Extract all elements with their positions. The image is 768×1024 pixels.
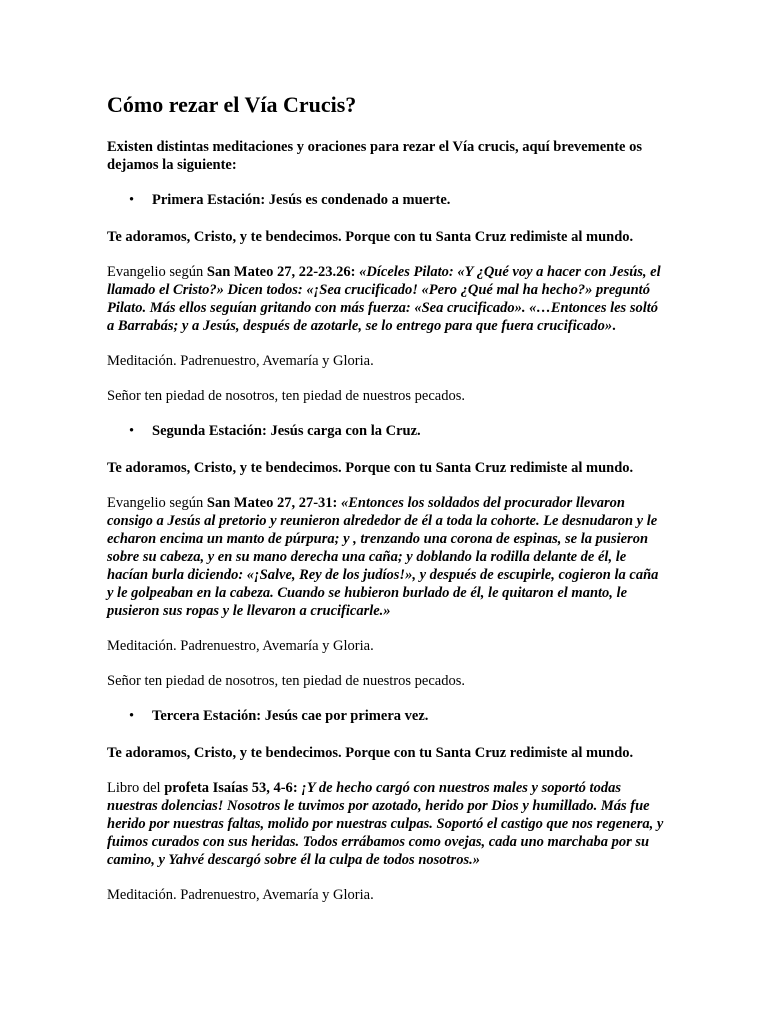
reading-end: . [612, 318, 616, 334]
reading-separator: : [332, 495, 342, 511]
document-page [107, 92, 667, 921]
reading-prefix: Evangelio según [107, 264, 207, 280]
station-1-heading [107, 191, 667, 209]
reading-separator: : [350, 264, 360, 280]
bullet-icon: • [129, 423, 135, 439]
station-3-meditation: Meditación. Padrenuestro, Avemaría y Gloria. [107, 887, 374, 903]
station-2-plea: Señor ten piedad de nosotros, ten piedad de nuestros pecados. [107, 673, 465, 689]
reading-prefix: Evangelio según [107, 495, 207, 511]
station-2-meditation: Meditación. Padrenuestro, Avemaría y Gloria. [107, 638, 374, 654]
intro-paragraph: Existen distintas meditaciones y oraciones para rezar el Vía crucis, aquí brevemente os dejamos la siguiente: [107, 139, 642, 173]
reading-text: ¡Y de hecho cargó con nuestros males y soportó todas nuestras dolencias! Nosotros le tuvimos por azotado, herido por Dios y humillado. Más fue herido por nuestras faltas, molido por nuestras culpas. Soportó el castigo que nos regenera, y fuimos curados con sus heridas. Todos errábamos como ovejas, cada uno marchaba por su camino, y Yahvé descargó sobre él la culpa de todos nosotros.» [107, 780, 664, 868]
reading-prefix: Libro del [107, 780, 165, 796]
station-1-plea: Señor ten piedad de nosotros, ten piedad de nuestros pecados. [107, 388, 465, 404]
station-heading-text: Tercera Estación: Jesús cae por primera vez. [152, 708, 429, 724]
reading-reference: profeta Isaías 53, 4-6 [164, 780, 293, 796]
station-2-adoration: Te adoramos, Cristo, y te bendecimos. Porque con tu Santa Cruz redimiste al mundo. [107, 460, 634, 476]
station-1-reading [107, 263, 667, 335]
station-2-reading [107, 494, 667, 620]
reading-reference: San Mateo 27, 27-31 [206, 495, 333, 511]
page-title: Cómo rezar el Vía Crucis? [107, 92, 357, 117]
station-3-reading [107, 779, 667, 869]
bullet-icon: • [129, 708, 135, 724]
station-heading-text: Segunda Estación: Jesús carga con la Cruz. [152, 423, 421, 439]
station-1-adoration: Te adoramos, Cristo, y te bendecimos. Porque con tu Santa Cruz redimiste al mundo. [107, 229, 634, 245]
reading-text: «Entonces los soldados del procurador llevaron consigo a Jesús al pretorio y reunieron alrededor de él a toda la cohorte. Le desnudaron y le echaron encima un manto de púrpura; y , trenzando una corona de espinas, se la pusieron sobre su cabeza, y en su mano derecha una caña; y doblando la rodilla delante de él, le hacían burla diciendo: «¡Salve, Rey de los judíos!», y después de escupirle, cogieron la caña y le golpeaban en la cabeza. Cuando se hubieron burlado de él, le quitaron el manto, le pusieron sus ropas y le llevaron a crucificarle.» [107, 495, 659, 619]
station-heading-text: Primera Estación: Jesús es condenado a muerte. [152, 192, 451, 208]
station-1-list [107, 191, 667, 209]
station-2-list [107, 422, 667, 440]
reading-separator: : [292, 780, 302, 796]
station-3-list [107, 707, 667, 725]
station-1-meditation: Meditación. Padrenuestro, Avemaría y Gloria. [107, 353, 374, 369]
reading-text: «Díceles Pilato: «Y ¿Qué voy a hacer con Jesús, el llamado el Cristo?» Dicen todos: «¡Sea crucificado! «Pero ¿Qué mal ha hecho?» preguntó Pilato. Más ellos seguían gritando con más fuerza: «Sea crucificado». «…Entonces les soltó a Barrabás; y a Jesús, después de azotarle, se lo entrego para que fuera crucificado» [107, 264, 661, 334]
station-3-adoration: Te adoramos, Cristo, y te bendecimos. Porque con tu Santa Cruz redimiste al mundo. [107, 745, 634, 761]
bullet-icon: • [129, 192, 135, 208]
reading-reference: San Mateo 27, 22-23.26 [206, 264, 351, 280]
station-3-heading [107, 707, 667, 725]
station-2-heading [107, 422, 667, 440]
